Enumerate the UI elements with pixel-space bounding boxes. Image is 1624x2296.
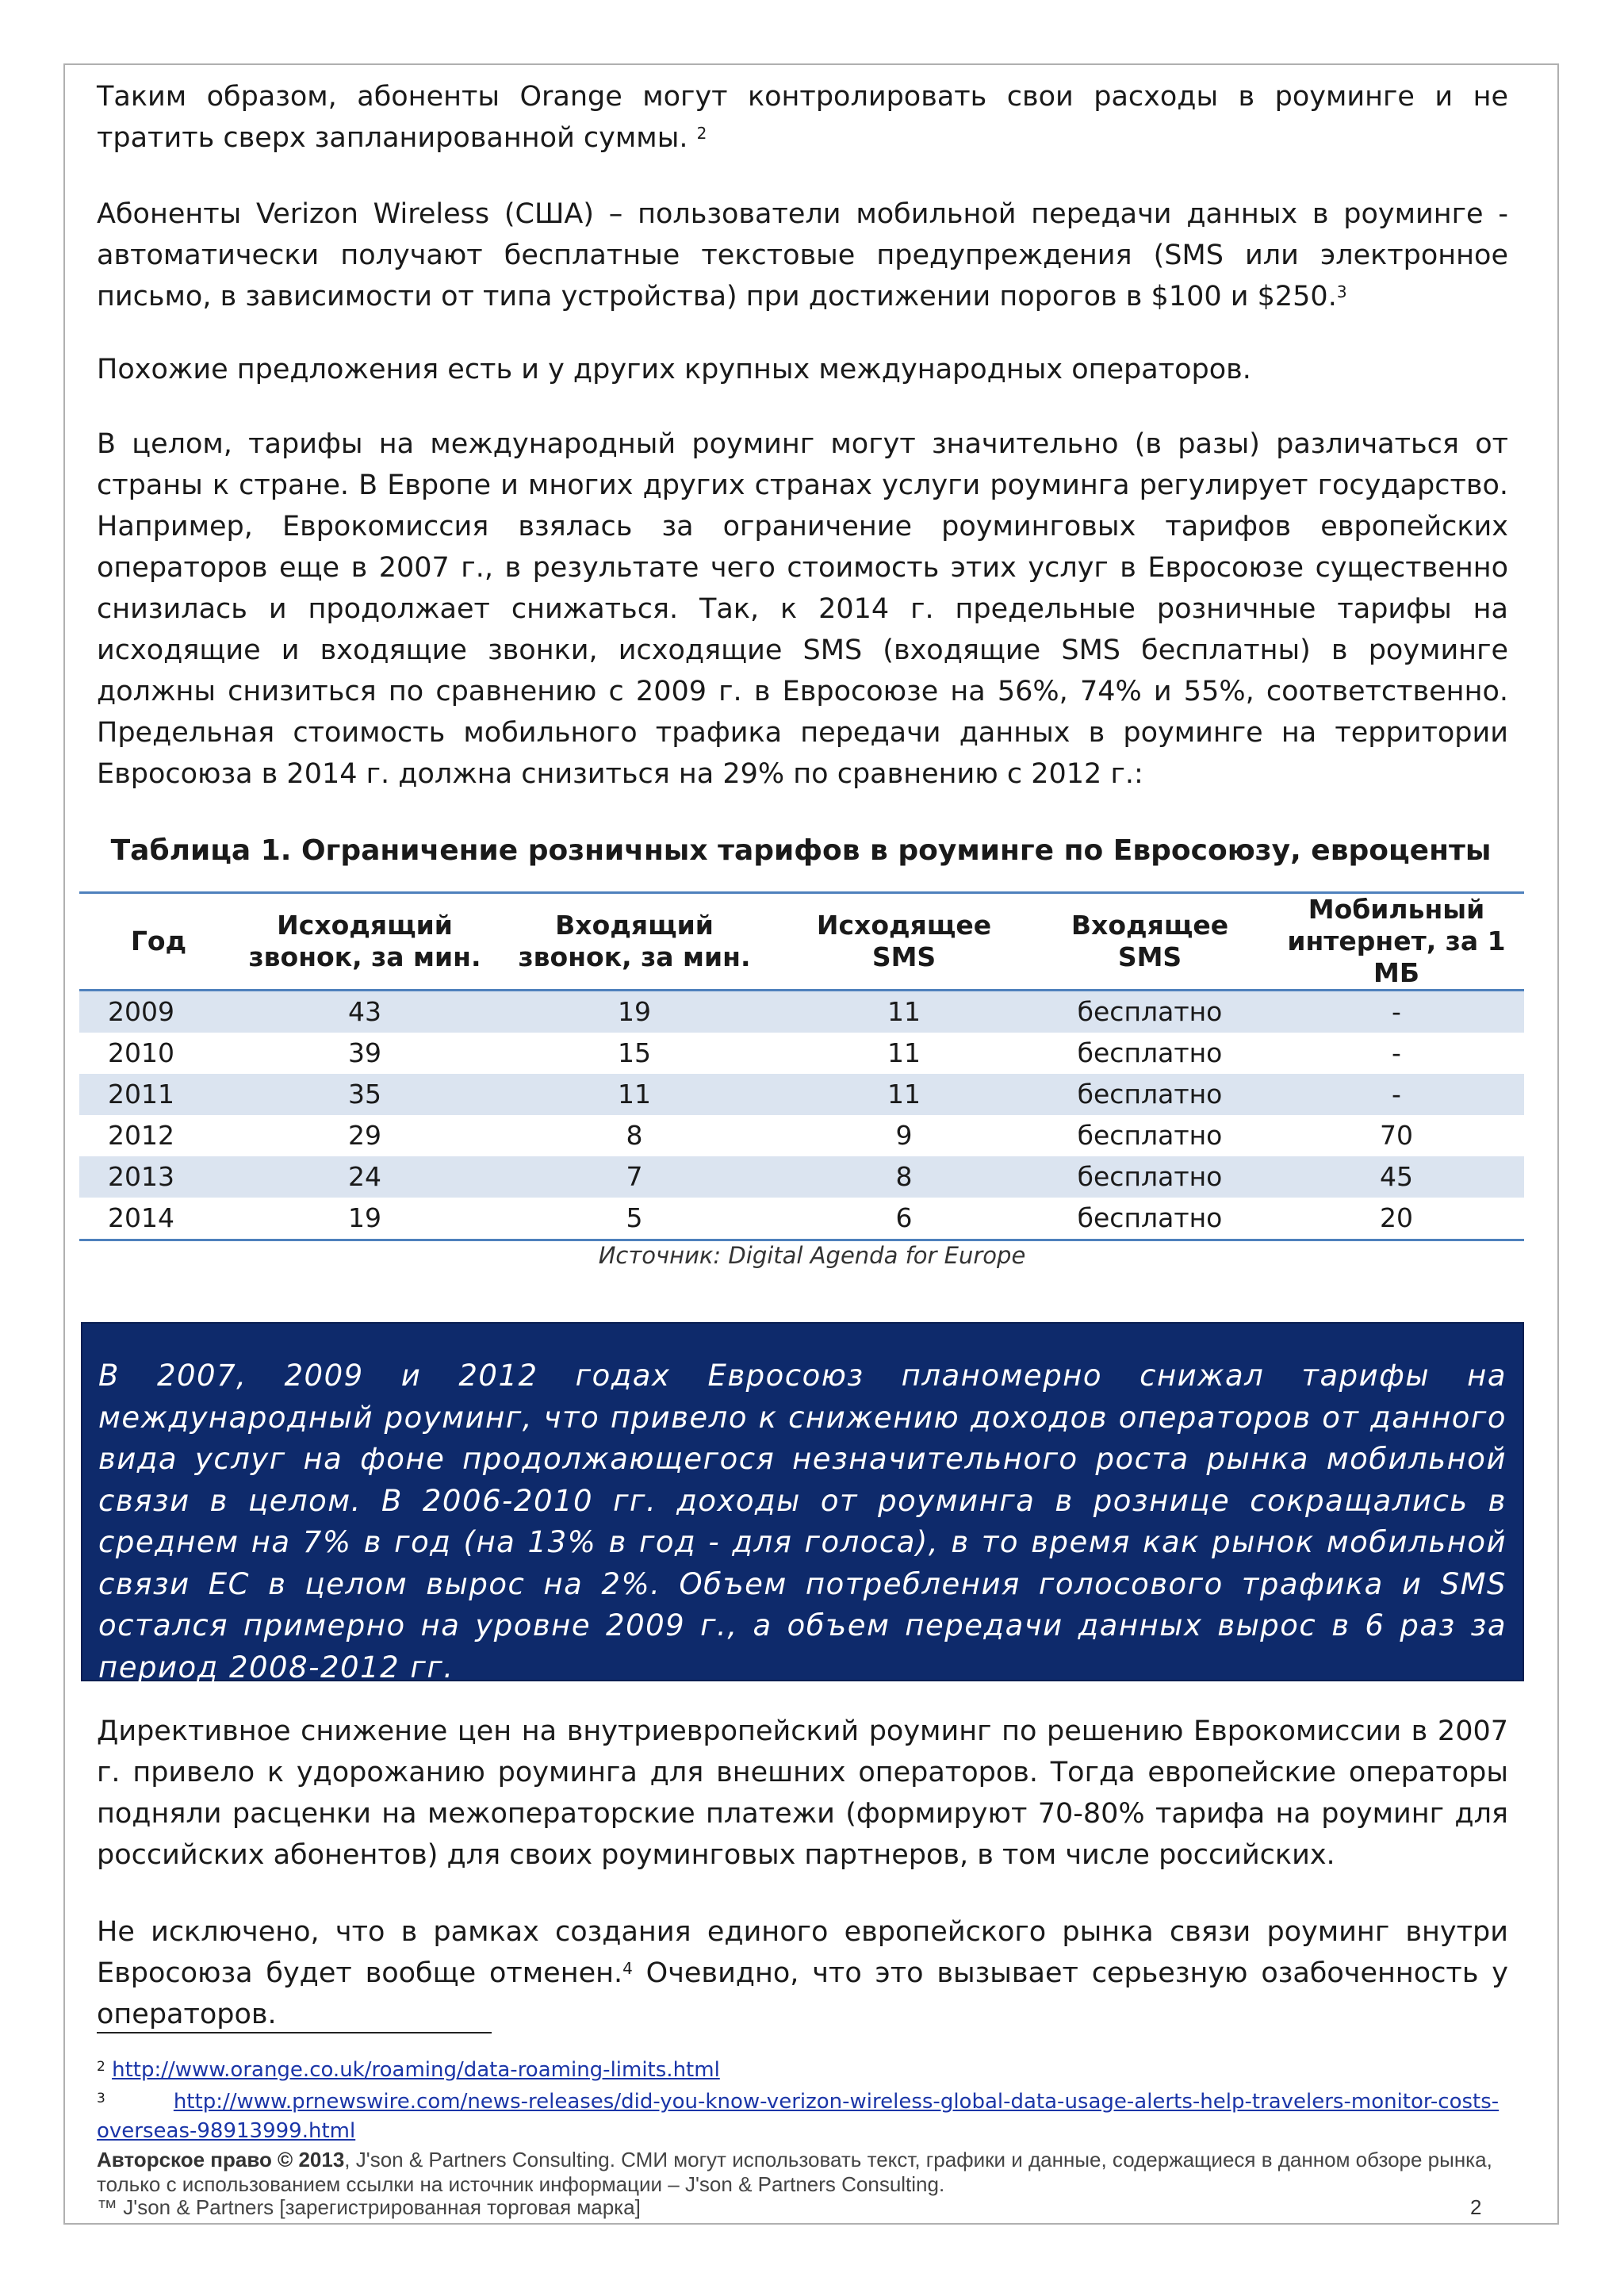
cell-outgoing-call: 43 (238, 991, 492, 1033)
cell-mobile-internet: 45 (1269, 1156, 1524, 1198)
page-number: 2 (1470, 2195, 1482, 2219)
source-label: Источник: (598, 1242, 722, 1269)
table-row (79, 1156, 1524, 1198)
paragraph-abolition-text-a: Не исключено, что в рамках создания единого европейского рынка связи роуминг внутри Евросоюза будет вообще отменен. (97, 1916, 1508, 1989)
paragraph-roaming-abolition (97, 1911, 1508, 2035)
paragraph-similar-offers: Похожие предложения есть и у других крупных международных операторов. (97, 354, 1251, 385)
footnote-ref-3[interactable]: 3 (1336, 282, 1347, 301)
cell-outgoing-sms: 9 (895, 1120, 913, 1151)
cell-year: 2013 (79, 1156, 238, 1198)
table-row (79, 1074, 1524, 1115)
cell-year: 2014 (79, 1198, 238, 1240)
paragraph-directive: Директивное снижение цен на внутриевропейский роуминг по решению Еврокомиссии в 2007 г. привело к удорожанию роуминга для внешних операторов. Тогда европейские операторы подняли расценки на межоператорские платежи (формируют 70-80% тарифа на роуминг для российских абонентов) для своих роуминговых партнеров, в том числе российских. (97, 1715, 1508, 1871)
paragraph-verizon (97, 194, 1508, 317)
cell-incoming-sms: бесплатно (1031, 991, 1269, 1033)
cell-year: 2009 (79, 991, 238, 1033)
table-header-row (79, 893, 1524, 991)
cell-incoming-call: 11 (492, 1074, 777, 1115)
cell-outgoing-sms: 11 (777, 991, 1031, 1033)
copyright-text: , J'son & Partners Consulting. СМИ могут использовать текст, графики и данные, содержащиеся в данном обзоре рынка, только с использованием ссылки на источник информации – J'son & Partners Consulting. (97, 2148, 1492, 2196)
table-row (79, 1115, 1524, 1156)
footnote-2-number: 2 (97, 2059, 105, 2075)
highlight-text: В 2007, 2009 и 2012 годах Евросоюз планомерно снижал тарифы на международный роуминг, что привело к снижению доходов операторов от данного вида услуг на фоне продолжающегося незначительного роста рынка мобильной связи в целом. В 2006-2010 гг. доходы от роуминга в рознице сокращались в среднем на 7% в год (на 13% в год - для голоса), в то время как рынок мобильной связи ЕС в целом вырос на 2%. Объем потребления голосового трафика и SMS остался примерно на уровне 2009 г., а объем передачи данных вырос в 6 раз за период 2008-2012 гг. (98, 1359, 1507, 1685)
cell-outgoing-call: 29 (348, 1120, 381, 1151)
cell-mobile-internet: 70 (1380, 1120, 1413, 1151)
cell-incoming-sms: бесплатно (1031, 1198, 1269, 1240)
cell-mobile-internet: - (1269, 991, 1524, 1033)
header-year: Год (79, 893, 238, 991)
cell-mobile-internet: - (1392, 1037, 1401, 1068)
cell-year: 2012 (108, 1120, 174, 1151)
footnote-ref-2[interactable]: 2 (696, 124, 707, 143)
cell-year: 2011 (79, 1074, 238, 1115)
cell-mobile-internet: 20 (1269, 1198, 1524, 1240)
paragraph-orange-text: Таким образом, абоненты Orange могут контролировать свои расходы в роуминге и не тратить сверх запланированной суммы. (97, 81, 1508, 154)
cell-incoming-sms: бесплатно (1031, 1156, 1269, 1198)
cell-outgoing-call: 24 (238, 1156, 492, 1198)
paragraph-orange (97, 76, 1508, 159)
footnote-separator (97, 2032, 492, 2033)
table-row (79, 1198, 1524, 1240)
copyright-notice (97, 2148, 1508, 2197)
roaming-tariffs-table (79, 891, 1524, 1241)
table-row (79, 1033, 1524, 1074)
cell-incoming-call: 5 (492, 1198, 777, 1240)
header-incoming-call: Входящий звонок, за мин. (492, 893, 777, 991)
header-outgoing-sms: Исходящее SMS (777, 893, 1031, 991)
footnote-ref-4[interactable]: 4 (622, 1959, 633, 1978)
cell-outgoing-call: 19 (238, 1198, 492, 1240)
source-value: Digital Agenda for Europe (721, 1242, 1026, 1269)
footnote-2-link[interactable]: http://www.orange.co.uk/roaming/data-roaming-limits.html (112, 2058, 720, 2082)
table-row (79, 991, 1524, 1033)
cell-incoming-call: 19 (492, 991, 777, 1033)
header-outgoing-call: Исходящий звонок, за мин. (238, 893, 492, 991)
header-mobile-internet: Мобильный интернет, за 1 МБ (1269, 893, 1524, 991)
trademark-notice: ™ J'son & Partners [зарегистрированная торговая марка] (97, 2195, 641, 2219)
table-caption: Таблица 1. Ограничение розничных тарифов в роуминге по Евросоюзу, евроценты (110, 834, 1492, 867)
cell-incoming-call: 15 (618, 1037, 651, 1068)
cell-outgoing-call: 39 (348, 1037, 381, 1068)
footnote-3-link[interactable]: http://www.prnewswire.com/news-releases/did-you-know-verizon-wireless-global-data-usage-alerts-help-travelers-monitor-costs-overseas-98913999.html (97, 2090, 1500, 2143)
header-incoming-sms: Входящее SMS (1031, 893, 1269, 991)
cell-outgoing-sms: 11 (777, 1074, 1031, 1115)
cell-incoming-sms: бесплатно (1031, 1074, 1269, 1115)
paragraph-eu-regulation: В целом, тарифы на международный роуминг могут значительно (в разы) различаться от страны к стране. В Европе и многих других странах услуги роуминга регулирует государство. Например, Еврокомиссия взялась за ограничение роуминговых тарифов европейских операторов еще в 2007 г., в результате чего стоимость этих услуг в Евросоюзе существенно снизилась и продолжает снижаться. Так, к 2014 г. предельные розничные тарифы на исходящие и входящие звонки, исходящие SMS (входящие SMS бесплатны) в роуминге должны снизиться по сравнению с 2009 г. в Евросоюзе на 56%, 74% и 55%, соответственно. Предельная стоимость мобильного трафика передачи данных в роуминге на территории Евросоюза в 2014 г. должна снизиться на 29% по сравнению с 2012 г.: (97, 428, 1508, 790)
paragraph-abolition-text-b: Очевидно, что это вызывает серьезную озабоченность у операторов. (97, 1957, 1508, 2030)
highlight-box (81, 1322, 1524, 1685)
copyright-label: Авторское право © 2013 (97, 2148, 345, 2171)
table-source (0, 1242, 1624, 1269)
cell-incoming-sms: бесплатно (1077, 1120, 1223, 1151)
footnote-3 (97, 2087, 1508, 2146)
cell-incoming-sms: бесплатно (1077, 1037, 1223, 1068)
cell-incoming-call: 8 (626, 1120, 643, 1151)
cell-outgoing-sms: 6 (777, 1198, 1031, 1240)
footnote-2 (97, 2056, 1508, 2085)
cell-mobile-internet: - (1269, 1074, 1524, 1115)
cell-year: 2010 (108, 1037, 174, 1068)
cell-incoming-call: 7 (492, 1156, 777, 1198)
footnote-3-number: 3 (97, 2091, 105, 2106)
cell-outgoing-sms: 8 (777, 1156, 1031, 1198)
paragraph-verizon-text: Абоненты Verizon Wireless (США) – пользователи мобильной передачи данных в роуминге - автоматически получают бесплатные текстовые предупреждения (SMS или электронное письмо, в зависимости от типа устройства) при достижении порогов в $100 и $250. (97, 198, 1508, 312)
cell-outgoing-sms: 11 (887, 1037, 921, 1068)
cell-outgoing-call: 35 (238, 1074, 492, 1115)
